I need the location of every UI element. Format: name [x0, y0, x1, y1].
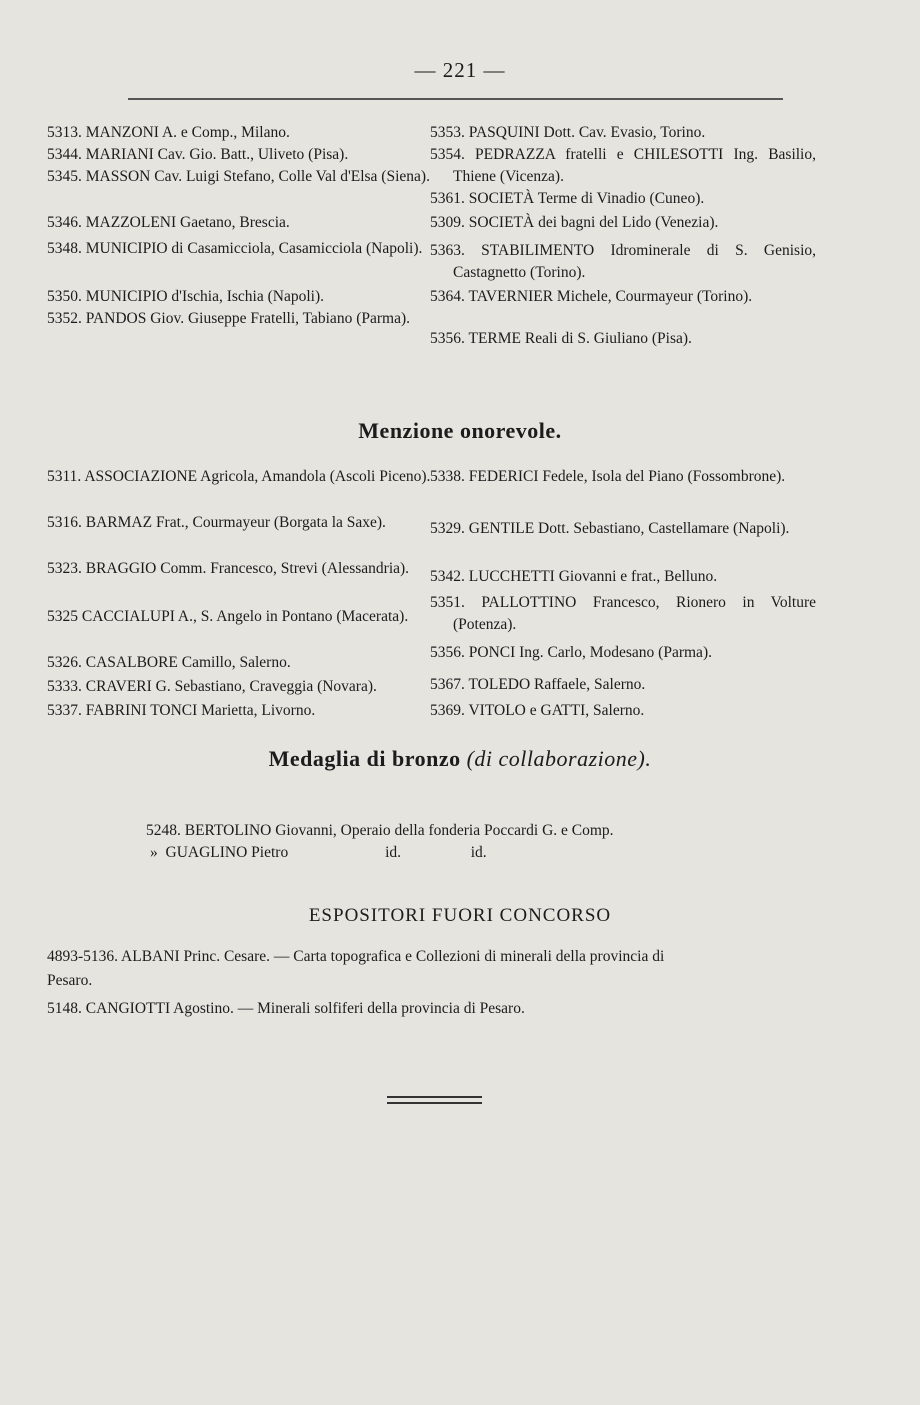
- list-item: 5337. FABRINI TONCI Marietta, Livorno.: [47, 702, 316, 719]
- list-item: 5351. PALLOTTINO Francesco, Rionero in Volture (Potenza).: [430, 594, 816, 633]
- list-item: 5329. GENTILE Dott. Sebastiano, Castellamare (Napoli).: [430, 520, 790, 537]
- list-item: 5323. BRAGGIO Comm. Francesco, Strevi (Alessandria).: [47, 560, 410, 577]
- header-rule: [128, 98, 783, 100]
- list-item: 5333. CRAVERI G. Sebastiano, Craveggia (Novara).: [47, 678, 377, 695]
- list-item: 5148. CANGIOTTI Agostino. — Minerali solfiferi della provincia di Pesaro.: [47, 1000, 525, 1017]
- medaglia-subtitle: (di collaborazione).: [466, 746, 652, 771]
- list-item: 5352. PANDOS Giov. Giuseppe Fratelli, Tabiano (Parma).: [47, 310, 410, 327]
- section-heading-espositori: ESPOSITORI FUORI CONCORSO: [308, 905, 612, 926]
- list-item: 5356. PONCI Ing. Carlo, Modesano (Parma).: [430, 644, 712, 661]
- list-item: 4893-5136. ALBANI Princ. Cesare. — Carta topografica e Collezioni di minerali della provincia di: [47, 948, 665, 965]
- list-item: 5344. MARIANI Cav. Gio. Batt., Uliveto (Pisa).: [47, 146, 349, 163]
- list-item: 5316. BARMAZ Frat., Courmayeur (Borgata la Saxe).: [47, 514, 386, 531]
- list-item: 5346. MAZZOLENI Gaetano, Brescia.: [47, 214, 290, 231]
- page-number: — 221 —: [414, 58, 506, 82]
- list-item: 5353. PASQUINI Dott. Cav. Evasio, Torino.: [430, 124, 706, 141]
- medaglia-title: Medaglia di bronzo: [268, 746, 461, 771]
- list-item: 5364. TAVERNIER Michele, Courmayeur (Torino).: [430, 288, 753, 305]
- list-item: » GUAGLINO Pietro id. id.: [150, 844, 487, 861]
- list-item: 5367. TOLEDO Raffaele, Salerno.: [430, 676, 646, 693]
- list-item: 5354. PEDRAZZA fratelli e CHILESOTTI Ing. Basilio, Thiene (Vicenza).: [430, 146, 816, 185]
- list-item: 5309. SOCIETÀ dei bagni del Lido (Venezia).: [430, 214, 719, 231]
- closing-rule: [387, 1096, 482, 1104]
- list-item: 5342. LUCCHETTI Giovanni e frat., Belluno.: [430, 568, 718, 585]
- list-item: 5325 CACCIALUPI A., S. Angelo in Pontano (Macerata).: [47, 608, 409, 625]
- section-heading-medaglia: [0, 746, 920, 772]
- list-item: Pesaro.: [47, 972, 93, 989]
- section-heading-menzione: Menzione onorevole.: [358, 418, 562, 443]
- list-item: 5350. MUNICIPIO d'Ischia, Ischia (Napoli).: [47, 288, 325, 305]
- list-item: 5311. ASSOCIAZIONE Agricola, Amandola (Ascoli Piceno).: [47, 468, 431, 485]
- list-item: 5356. TERME Reali di S. Giuliano (Pisa).: [430, 330, 692, 347]
- list-item: 5313. MANZONI A. e Comp., Milano.: [47, 124, 290, 141]
- list-item: 5338. FEDERICI Fedele, Isola del Piano (Fossombrone).: [430, 468, 786, 485]
- list-item: 5348. MUNICIPIO di Casamicciola, Casamicciola (Napoli).: [47, 240, 423, 257]
- list-item: 5363. STABILIMENTO Idrominerale di S. Genisio, Castagnetto (Torino).: [430, 242, 816, 281]
- list-item: 5361. SOCIETÀ Terme di Vinadio (Cuneo).: [430, 190, 705, 207]
- list-item: 5369. VITOLO e GATTI, Salerno.: [430, 702, 645, 719]
- list-item: 5345. MASSON Cav. Luigi Stefano, Colle Val d'Elsa (Siena).: [47, 168, 430, 185]
- list-item: 5326. CASALBORE Camillo, Salerno.: [47, 654, 291, 671]
- list-item: 5248. BERTOLINO Giovanni, Operaio della fonderia Poccardi G. e Comp.: [146, 822, 614, 839]
